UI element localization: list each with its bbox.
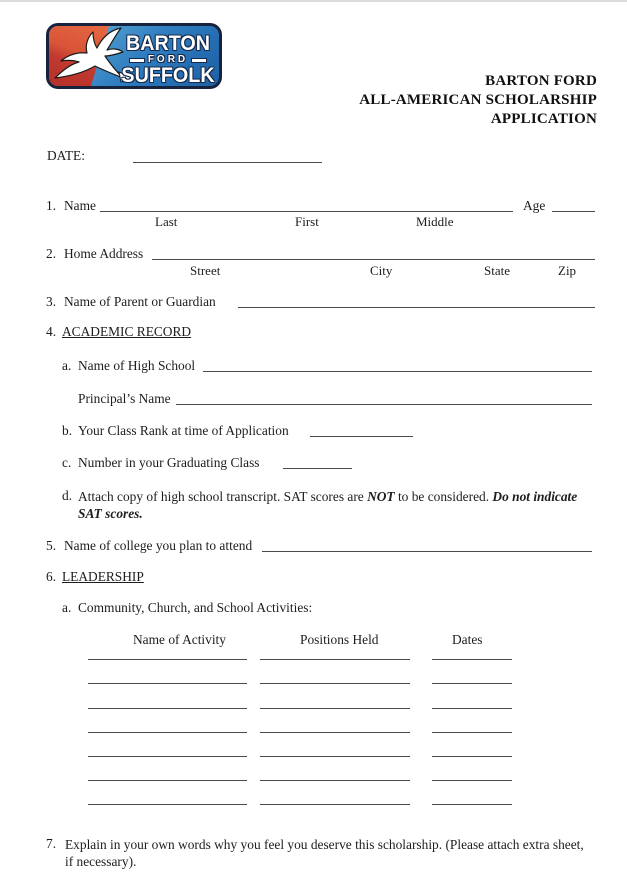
activity-header-positions: Positions Held xyxy=(300,632,379,647)
q5-number: 5. xyxy=(46,538,57,553)
q3-row xyxy=(46,294,216,310)
q3-label: Name of Parent or Guardian xyxy=(64,294,216,309)
q6a-number: a. xyxy=(62,600,72,615)
logo-ford-text: FORD xyxy=(147,54,189,65)
activity-row xyxy=(0,662,627,686)
ford-dash-left xyxy=(130,59,144,62)
q6-section-heading: LEADERSHIP xyxy=(62,569,144,584)
dates-blank[interactable] xyxy=(432,720,512,733)
q6a-row xyxy=(62,600,312,616)
q6a-label: Community, Church, and School Activities: xyxy=(78,600,313,615)
activity-name-blank[interactable] xyxy=(88,671,247,684)
q4c-number: c. xyxy=(62,455,72,470)
activity-name-blank[interactable] xyxy=(88,744,247,757)
q5-label: Name of college you plan to attend xyxy=(64,538,253,553)
dates-blank[interactable] xyxy=(432,647,512,660)
positions-held-blank[interactable] xyxy=(260,744,410,757)
parent-guardian-field-line[interactable] xyxy=(238,295,595,308)
college-field-line[interactable] xyxy=(262,539,592,552)
q2-row xyxy=(46,246,143,262)
principal-name-field-line[interactable] xyxy=(176,392,592,405)
age-field-line[interactable] xyxy=(552,199,595,212)
name-field-line[interactable] xyxy=(100,199,513,212)
q4b-label: Your Class Rank at time of Application xyxy=(78,423,289,438)
q1-number: 1. xyxy=(46,198,57,213)
title-line-2: ALL-AMERICAN SCHOLARSHIP xyxy=(359,92,597,109)
q6-number: 6. xyxy=(46,569,57,584)
activity-name-blank[interactable] xyxy=(88,792,247,805)
logo-suffolk-text: SUFFOLK xyxy=(121,64,215,87)
address-sub-label-city: City xyxy=(370,263,393,278)
q4c-label: Number in your Graduating Class xyxy=(78,455,260,470)
q1-label: Name xyxy=(64,198,96,213)
q4c-row xyxy=(62,455,260,471)
positions-held-blank[interactable] xyxy=(260,792,410,805)
name-sub-label-middle: Middle xyxy=(416,214,454,229)
dates-blank[interactable] xyxy=(432,744,512,757)
q7-text: Explain in your own words why you feel you deserve this scholarship. (Please attach extra sheet, if necessary). xyxy=(65,837,584,870)
activity-name-blank[interactable] xyxy=(88,647,247,660)
q1-row xyxy=(46,198,96,214)
activity-name-blank[interactable] xyxy=(88,720,247,733)
activity-name-blank[interactable] xyxy=(88,768,247,781)
class-rank-field-line[interactable] xyxy=(310,424,413,437)
activity-header-name: Name of Activity xyxy=(133,632,226,647)
q5-row xyxy=(46,538,252,554)
dates-blank[interactable] xyxy=(432,792,512,805)
positions-held-blank[interactable] xyxy=(260,768,410,781)
date-field-line[interactable] xyxy=(133,150,322,163)
q4a-number: a. xyxy=(62,358,72,373)
age-label: Age xyxy=(523,198,546,213)
q4d-text-mid: to be considered. xyxy=(394,489,493,504)
q4d-number: d. xyxy=(62,488,73,503)
high-school-field-line[interactable] xyxy=(203,359,592,372)
activity-name-blank[interactable] xyxy=(88,696,247,709)
positions-held-blank[interactable] xyxy=(260,647,410,660)
logo-wordmark xyxy=(117,33,219,86)
title-line-1: BARTON FORD xyxy=(485,73,597,89)
barton-ford-suffolk-logo xyxy=(46,23,222,89)
q7-number: 7. xyxy=(46,836,57,851)
q4d-text xyxy=(78,488,578,523)
q4-section-heading: ACADEMIC RECORD xyxy=(62,324,192,339)
activity-row xyxy=(0,759,627,783)
principal-name-label: Principal’s Name xyxy=(78,391,171,406)
address-sub-label-zip: Zip xyxy=(558,263,577,278)
q4d-text-emphasis: Do not indicate SAT scores. xyxy=(78,489,578,522)
address-sub-label-state: State xyxy=(484,263,510,278)
q4a-label: Name of High School xyxy=(78,358,196,373)
address-sub-label-street: Street xyxy=(190,263,221,278)
q4d-text-not: NOT xyxy=(367,489,395,504)
dates-blank[interactable] xyxy=(432,696,512,709)
positions-held-blank[interactable] xyxy=(260,696,410,709)
dates-blank[interactable] xyxy=(432,671,512,684)
q2-label: Home Address xyxy=(64,246,144,261)
q2-number: 2. xyxy=(46,246,57,261)
activity-header-dates: Dates xyxy=(452,632,483,647)
activity-row xyxy=(0,783,627,807)
q4b-row xyxy=(62,423,289,439)
date-label: DATE: xyxy=(47,148,85,163)
name-sub-label-first: First xyxy=(295,214,319,229)
positions-held-blank[interactable] xyxy=(260,671,410,684)
q4b-number: b. xyxy=(62,423,73,438)
title-line-3: APPLICATION xyxy=(490,111,597,128)
q4-row xyxy=(46,324,191,340)
logo-barton-text: BARTON xyxy=(125,32,211,55)
ford-dash-right xyxy=(192,59,206,62)
q3-number: 3. xyxy=(46,294,57,309)
home-address-field-line[interactable] xyxy=(152,247,595,260)
q4d-text-pre: Attach copy of high school transcript. SAT scores are xyxy=(78,489,368,504)
q4-number: 4. xyxy=(46,324,57,339)
activity-row xyxy=(0,638,627,662)
activity-row xyxy=(0,735,627,759)
dates-blank[interactable] xyxy=(432,768,512,781)
q4a-row xyxy=(62,358,195,374)
graduating-class-field-line[interactable] xyxy=(283,456,352,469)
activity-row xyxy=(0,686,627,710)
activities-table xyxy=(0,638,627,807)
q6-row xyxy=(46,569,144,585)
name-sub-label-last: Last xyxy=(155,214,178,229)
activity-row xyxy=(0,711,627,735)
positions-held-blank[interactable] xyxy=(260,720,410,733)
form-title xyxy=(359,72,597,130)
